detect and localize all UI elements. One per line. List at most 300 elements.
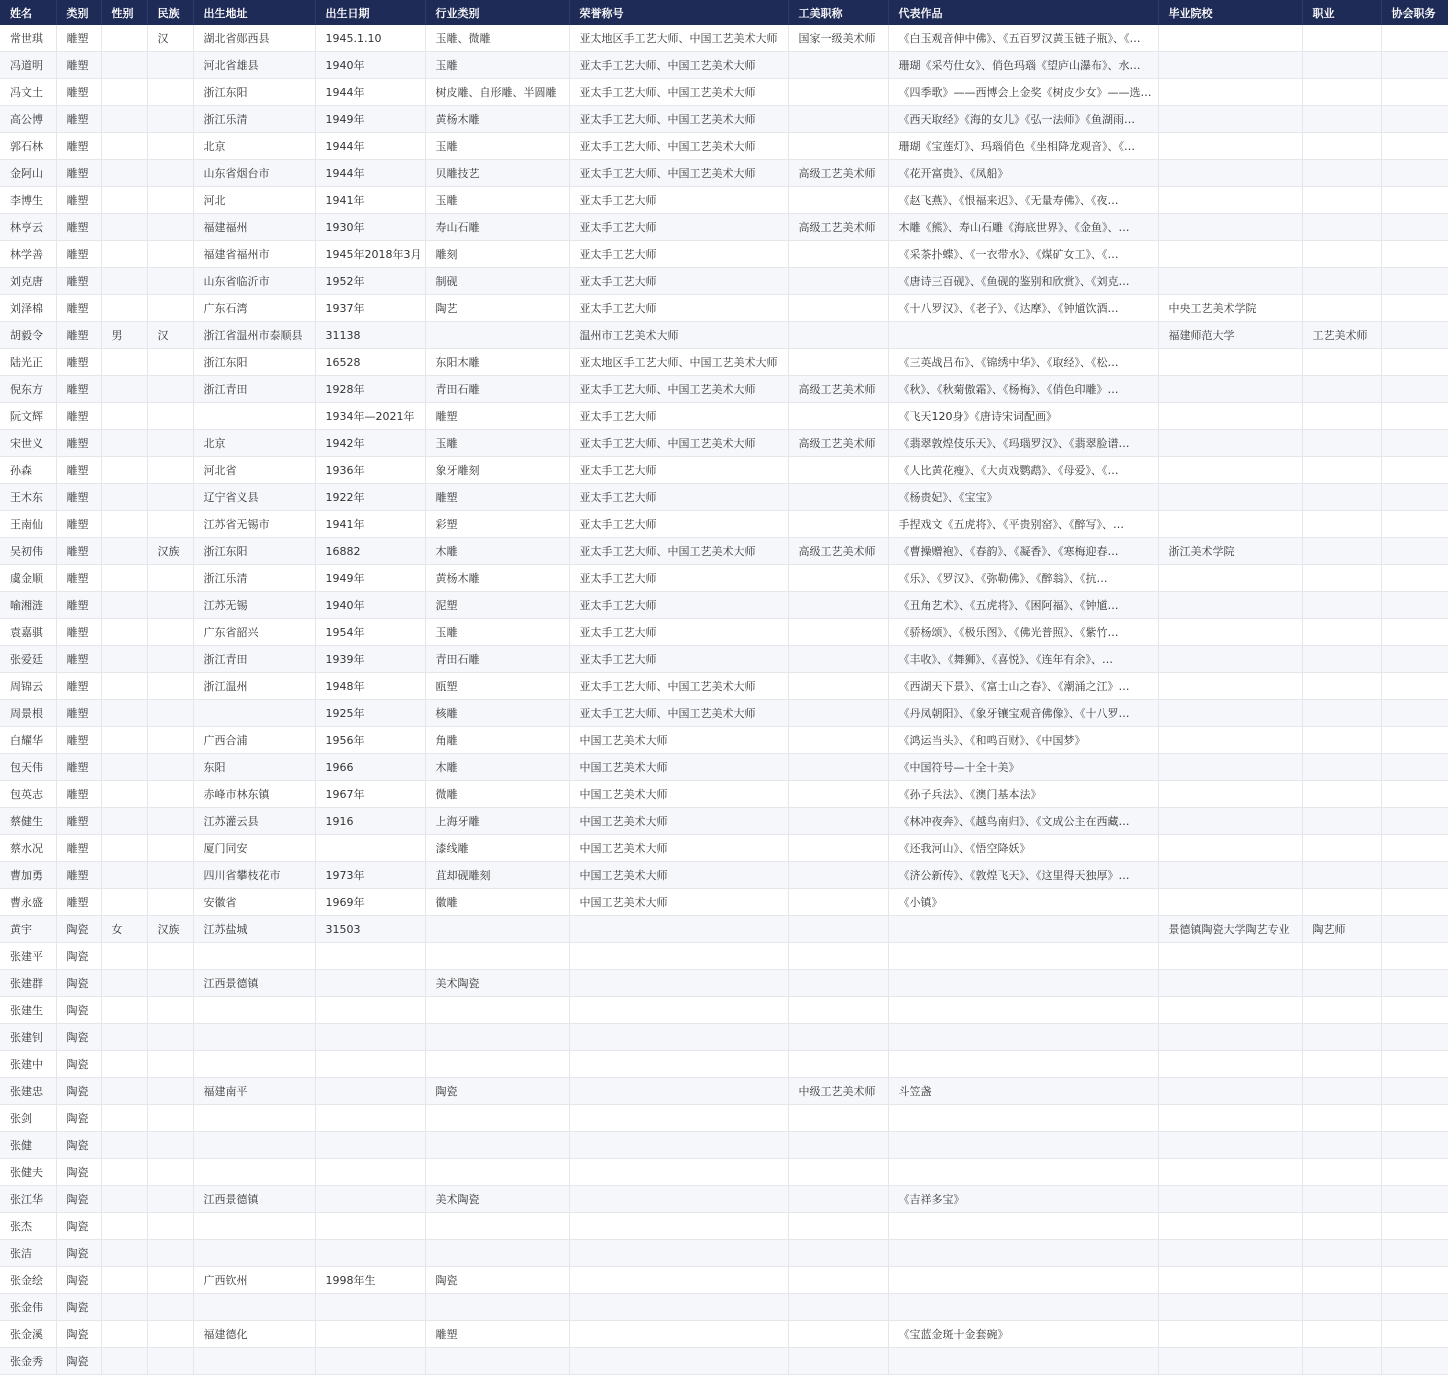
cell-school[interactable] bbox=[1158, 1348, 1302, 1375]
cell-association-role[interactable] bbox=[1381, 214, 1448, 241]
cell-birthplace[interactable]: 河北省 bbox=[193, 457, 315, 484]
cell-category[interactable]: 雕塑 bbox=[56, 187, 101, 214]
cell-association-role[interactable] bbox=[1381, 322, 1448, 349]
table-row[interactable] bbox=[0, 889, 1448, 916]
cell-occupation[interactable] bbox=[1302, 1267, 1381, 1294]
cell-works[interactable]: 《四季歌》——西博会上金奖《树皮少女》——选… bbox=[888, 79, 1158, 106]
cell-industry[interactable]: 象牙雕刻 bbox=[425, 457, 569, 484]
table-row[interactable] bbox=[0, 1051, 1448, 1078]
cell-occupation[interactable] bbox=[1302, 187, 1381, 214]
cell-association-role[interactable] bbox=[1381, 241, 1448, 268]
cell-works[interactable] bbox=[888, 1024, 1158, 1051]
cell-category[interactable]: 雕塑 bbox=[56, 511, 101, 538]
cell-school[interactable] bbox=[1158, 808, 1302, 835]
cell-gender[interactable] bbox=[101, 1267, 147, 1294]
table-row[interactable] bbox=[0, 916, 1448, 943]
cell-occupation[interactable] bbox=[1302, 133, 1381, 160]
cell-works[interactable] bbox=[888, 916, 1158, 943]
cell-ethnicity[interactable] bbox=[147, 511, 193, 538]
cell-category[interactable]: 雕塑 bbox=[56, 889, 101, 916]
column-header-industry[interactable]: 行业类别 bbox=[425, 0, 569, 25]
cell-works[interactable]: 《三英战吕布》、《锦绣中华》、《取经》、《松… bbox=[888, 349, 1158, 376]
cell-school[interactable] bbox=[1158, 1186, 1302, 1213]
cell-association-role[interactable] bbox=[1381, 700, 1448, 727]
cell-birth-date[interactable]: 1944年 bbox=[315, 79, 425, 106]
cell-works[interactable]: 珊瑚《宝莲灯》、玛瑙俏色《坐相降龙观音》、《… bbox=[888, 133, 1158, 160]
cell-honor-title[interactable]: 中国工艺美术大师 bbox=[569, 781, 788, 808]
cell-birth-date[interactable]: 1925年 bbox=[315, 700, 425, 727]
cell-occupation[interactable] bbox=[1302, 1186, 1381, 1213]
cell-ethnicity[interactable] bbox=[147, 1132, 193, 1159]
cell-birthplace[interactable]: 浙江温州 bbox=[193, 673, 315, 700]
cell-works[interactable] bbox=[888, 1213, 1158, 1240]
cell-industry[interactable]: 玉雕 bbox=[425, 133, 569, 160]
cell-works[interactable]: 木雕《熊》、寿山石雕《海底世界》、《金鱼》、… bbox=[888, 214, 1158, 241]
cell-school[interactable] bbox=[1158, 484, 1302, 511]
cell-honor-title[interactable]: 亚太手工艺大师、中国工艺美术大师 bbox=[569, 430, 788, 457]
cell-industry[interactable]: 陶艺 bbox=[425, 295, 569, 322]
cell-birthplace[interactable]: 辽宁省义县 bbox=[193, 484, 315, 511]
cell-birth-date[interactable]: 1930年 bbox=[315, 214, 425, 241]
cell-occupation[interactable] bbox=[1302, 511, 1381, 538]
cell-association-role[interactable] bbox=[1381, 943, 1448, 970]
cell-birth-date[interactable] bbox=[315, 970, 425, 997]
cell-association-role[interactable] bbox=[1381, 1159, 1448, 1186]
cell-honor-title[interactable]: 亚太手工艺大师、中国工艺美术大师 bbox=[569, 376, 788, 403]
cell-industry[interactable] bbox=[425, 1051, 569, 1078]
cell-name[interactable]: 张洁 bbox=[0, 1240, 56, 1267]
cell-birthplace[interactable]: 浙江省温州市泰顺县 bbox=[193, 322, 315, 349]
cell-name[interactable]: 阮文辉 bbox=[0, 403, 56, 430]
cell-gender[interactable] bbox=[101, 538, 147, 565]
cell-craft-title[interactable] bbox=[788, 727, 888, 754]
cell-school[interactable] bbox=[1158, 970, 1302, 997]
cell-association-role[interactable] bbox=[1381, 538, 1448, 565]
cell-name[interactable]: 蔡水况 bbox=[0, 835, 56, 862]
cell-industry[interactable]: 微雕 bbox=[425, 781, 569, 808]
cell-occupation[interactable] bbox=[1302, 592, 1381, 619]
cell-occupation[interactable] bbox=[1302, 943, 1381, 970]
table-row[interactable] bbox=[0, 52, 1448, 79]
cell-craft-title[interactable] bbox=[788, 322, 888, 349]
cell-craft-title[interactable] bbox=[788, 484, 888, 511]
cell-occupation[interactable] bbox=[1302, 646, 1381, 673]
table-row[interactable] bbox=[0, 1159, 1448, 1186]
cell-birth-date[interactable] bbox=[315, 1186, 425, 1213]
cell-works[interactable] bbox=[888, 997, 1158, 1024]
cell-industry[interactable]: 树皮雕、自形雕、半圆雕 bbox=[425, 79, 569, 106]
cell-association-role[interactable] bbox=[1381, 1186, 1448, 1213]
cell-birthplace[interactable]: 厦门同安 bbox=[193, 835, 315, 862]
cell-birth-date[interactable]: 1941年 bbox=[315, 511, 425, 538]
cell-birthplace[interactable]: 山东省烟台市 bbox=[193, 160, 315, 187]
cell-occupation[interactable] bbox=[1302, 52, 1381, 79]
table-row[interactable] bbox=[0, 997, 1448, 1024]
cell-school[interactable] bbox=[1158, 1159, 1302, 1186]
cell-ethnicity[interactable] bbox=[147, 700, 193, 727]
cell-gender[interactable] bbox=[101, 1321, 147, 1348]
cell-honor-title[interactable] bbox=[569, 997, 788, 1024]
cell-category[interactable]: 雕塑 bbox=[56, 700, 101, 727]
cell-association-role[interactable] bbox=[1381, 1132, 1448, 1159]
cell-industry[interactable] bbox=[425, 1213, 569, 1240]
table-row[interactable] bbox=[0, 1078, 1448, 1105]
cell-industry[interactable]: 泥塑 bbox=[425, 592, 569, 619]
cell-occupation[interactable] bbox=[1302, 1213, 1381, 1240]
cell-school[interactable] bbox=[1158, 511, 1302, 538]
cell-industry[interactable]: 苴却砚雕刻 bbox=[425, 862, 569, 889]
cell-gender[interactable] bbox=[101, 1051, 147, 1078]
cell-birthplace[interactable]: 江苏灌云县 bbox=[193, 808, 315, 835]
cell-birth-date[interactable]: 1940年 bbox=[315, 592, 425, 619]
cell-occupation[interactable]: 工艺美术师 bbox=[1302, 322, 1381, 349]
cell-ethnicity[interactable] bbox=[147, 79, 193, 106]
cell-birthplace[interactable] bbox=[193, 1105, 315, 1132]
cell-association-role[interactable] bbox=[1381, 133, 1448, 160]
cell-birth-date[interactable]: 16882 bbox=[315, 538, 425, 565]
cell-ethnicity[interactable] bbox=[147, 241, 193, 268]
cell-school[interactable] bbox=[1158, 430, 1302, 457]
cell-association-role[interactable] bbox=[1381, 592, 1448, 619]
cell-craft-title[interactable] bbox=[788, 1132, 888, 1159]
cell-occupation[interactable] bbox=[1302, 376, 1381, 403]
cell-school[interactable] bbox=[1158, 565, 1302, 592]
table-row[interactable] bbox=[0, 106, 1448, 133]
cell-craft-title[interactable] bbox=[788, 511, 888, 538]
cell-association-role[interactable] bbox=[1381, 646, 1448, 673]
cell-school[interactable] bbox=[1158, 1294, 1302, 1321]
cell-gender[interactable] bbox=[101, 808, 147, 835]
cell-honor-title[interactable]: 亚太手工艺大师 bbox=[569, 241, 788, 268]
cell-works[interactable]: 手捏戏文《五虎将》、《平贵别窑》、《醉写》、… bbox=[888, 511, 1158, 538]
cell-industry[interactable]: 木雕 bbox=[425, 538, 569, 565]
cell-category[interactable]: 雕塑 bbox=[56, 322, 101, 349]
cell-name[interactable]: 包英志 bbox=[0, 781, 56, 808]
table-row[interactable] bbox=[0, 673, 1448, 700]
cell-honor-title[interactable]: 亚太手工艺大师 bbox=[569, 565, 788, 592]
cell-name[interactable]: 张杰 bbox=[0, 1213, 56, 1240]
cell-association-role[interactable] bbox=[1381, 1024, 1448, 1051]
table-row[interactable] bbox=[0, 1213, 1448, 1240]
cell-honor-title[interactable] bbox=[569, 1294, 788, 1321]
cell-school[interactable] bbox=[1158, 241, 1302, 268]
cell-honor-title[interactable]: 亚太地区手工艺大师、中国工艺美术大师 bbox=[569, 25, 788, 52]
cell-ethnicity[interactable] bbox=[147, 1267, 193, 1294]
cell-birth-date[interactable]: 31138 bbox=[315, 322, 425, 349]
cell-occupation[interactable] bbox=[1302, 106, 1381, 133]
cell-craft-title[interactable] bbox=[788, 619, 888, 646]
cell-birthplace[interactable]: 河北 bbox=[193, 187, 315, 214]
table-row[interactable] bbox=[0, 160, 1448, 187]
cell-works[interactable] bbox=[888, 1240, 1158, 1267]
cell-works[interactable]: 《人比黄花瘦》、《大贞戏鹦鹉》、《母爱》、《… bbox=[888, 457, 1158, 484]
table-row[interactable] bbox=[0, 1294, 1448, 1321]
cell-occupation[interactable] bbox=[1302, 457, 1381, 484]
cell-gender[interactable] bbox=[101, 1348, 147, 1375]
cell-gender[interactable] bbox=[101, 376, 147, 403]
cell-occupation[interactable] bbox=[1302, 241, 1381, 268]
cell-birth-date[interactable] bbox=[315, 1105, 425, 1132]
cell-craft-title[interactable] bbox=[788, 268, 888, 295]
cell-industry[interactable]: 雕塑 bbox=[425, 1321, 569, 1348]
cell-birth-date[interactable]: 1998年生 bbox=[315, 1267, 425, 1294]
cell-birthplace[interactable] bbox=[193, 403, 315, 430]
cell-birthplace[interactable]: 江苏无锡 bbox=[193, 592, 315, 619]
cell-occupation[interactable] bbox=[1302, 295, 1381, 322]
cell-industry[interactable] bbox=[425, 1132, 569, 1159]
cell-birth-date[interactable]: 1916 bbox=[315, 808, 425, 835]
cell-school[interactable] bbox=[1158, 1051, 1302, 1078]
cell-works[interactable]: 《花开富贵》、《凤船》 bbox=[888, 160, 1158, 187]
cell-industry[interactable]: 瓯塑 bbox=[425, 673, 569, 700]
cell-birthplace[interactable] bbox=[193, 1294, 315, 1321]
cell-association-role[interactable] bbox=[1381, 808, 1448, 835]
table-row[interactable] bbox=[0, 700, 1448, 727]
cell-association-role[interactable] bbox=[1381, 1078, 1448, 1105]
cell-school[interactable] bbox=[1158, 52, 1302, 79]
cell-association-role[interactable] bbox=[1381, 430, 1448, 457]
cell-ethnicity[interactable] bbox=[147, 889, 193, 916]
cell-association-role[interactable] bbox=[1381, 1051, 1448, 1078]
cell-occupation[interactable] bbox=[1302, 754, 1381, 781]
cell-birth-date[interactable] bbox=[315, 1024, 425, 1051]
cell-works[interactable]: 《白玉观音伸中佛》、《五百罗汉黄玉链子瓶》、《… bbox=[888, 25, 1158, 52]
cell-craft-title[interactable] bbox=[788, 241, 888, 268]
cell-ethnicity[interactable] bbox=[147, 565, 193, 592]
cell-birth-date[interactable]: 1940年 bbox=[315, 52, 425, 79]
cell-school[interactable] bbox=[1158, 1213, 1302, 1240]
cell-honor-title[interactable]: 亚太手工艺大师、中国工艺美术大师 bbox=[569, 160, 788, 187]
cell-works[interactable]: 《飞天120身》《唐诗宋词配画》 bbox=[888, 403, 1158, 430]
column-header-occupation[interactable]: 职业 bbox=[1302, 0, 1381, 25]
column-header-school[interactable]: 毕业院校 bbox=[1158, 0, 1302, 25]
table-row[interactable] bbox=[0, 565, 1448, 592]
cell-birth-date[interactable]: 31503 bbox=[315, 916, 425, 943]
column-header-gender[interactable]: 性别 bbox=[101, 0, 147, 25]
cell-birthplace[interactable]: 浙江乐清 bbox=[193, 106, 315, 133]
cell-birth-date[interactable]: 1941年 bbox=[315, 187, 425, 214]
cell-gender[interactable] bbox=[101, 106, 147, 133]
cell-school[interactable]: 景德镇陶瓷大学陶艺专业 bbox=[1158, 916, 1302, 943]
table-row[interactable] bbox=[0, 295, 1448, 322]
cell-ethnicity[interactable] bbox=[147, 214, 193, 241]
cell-gender[interactable] bbox=[101, 673, 147, 700]
table-row[interactable] bbox=[0, 808, 1448, 835]
table-row[interactable] bbox=[0, 403, 1448, 430]
cell-birthplace[interactable]: 东阳 bbox=[193, 754, 315, 781]
cell-ethnicity[interactable] bbox=[147, 835, 193, 862]
cell-ethnicity[interactable]: 汉族 bbox=[147, 538, 193, 565]
cell-category[interactable]: 雕塑 bbox=[56, 673, 101, 700]
cell-gender[interactable] bbox=[101, 484, 147, 511]
cell-industry[interactable]: 青田石雕 bbox=[425, 646, 569, 673]
cell-name[interactable]: 虞金顺 bbox=[0, 565, 56, 592]
cell-industry[interactable] bbox=[425, 916, 569, 943]
table-row[interactable] bbox=[0, 1186, 1448, 1213]
cell-occupation[interactable] bbox=[1302, 835, 1381, 862]
cell-birth-date[interactable]: 1948年 bbox=[315, 673, 425, 700]
cell-occupation[interactable] bbox=[1302, 1024, 1381, 1051]
cell-category[interactable]: 陶瓷 bbox=[56, 1051, 101, 1078]
cell-category[interactable]: 陶瓷 bbox=[56, 997, 101, 1024]
cell-honor-title[interactable]: 亚太手工艺大师、中国工艺美术大师 bbox=[569, 52, 788, 79]
cell-ethnicity[interactable] bbox=[147, 52, 193, 79]
cell-occupation[interactable] bbox=[1302, 1348, 1381, 1375]
cell-birthplace[interactable]: 江西景德镇 bbox=[193, 1186, 315, 1213]
cell-birthplace[interactable]: 山东省临沂市 bbox=[193, 268, 315, 295]
cell-name[interactable]: 袁嘉骐 bbox=[0, 619, 56, 646]
cell-craft-title[interactable]: 高级工艺美术师 bbox=[788, 160, 888, 187]
cell-occupation[interactable] bbox=[1302, 700, 1381, 727]
cell-school[interactable]: 中央工艺美术学院 bbox=[1158, 295, 1302, 322]
cell-ethnicity[interactable]: 汉族 bbox=[147, 916, 193, 943]
cell-category[interactable]: 雕塑 bbox=[56, 592, 101, 619]
cell-industry[interactable] bbox=[425, 1348, 569, 1375]
table-row[interactable] bbox=[0, 1240, 1448, 1267]
cell-occupation[interactable] bbox=[1302, 997, 1381, 1024]
cell-works[interactable]: 《赵飞燕》、《恨福来迟》、《无量寿佛》、《夜… bbox=[888, 187, 1158, 214]
cell-industry[interactable]: 玉雕 bbox=[425, 187, 569, 214]
cell-birthplace[interactable]: 浙江青田 bbox=[193, 376, 315, 403]
cell-ethnicity[interactable] bbox=[147, 1078, 193, 1105]
cell-ethnicity[interactable] bbox=[147, 430, 193, 457]
cell-birth-date[interactable]: 1949年 bbox=[315, 106, 425, 133]
table-row[interactable] bbox=[0, 1105, 1448, 1132]
cell-craft-title[interactable] bbox=[788, 970, 888, 997]
cell-name[interactable]: 刘泽棉 bbox=[0, 295, 56, 322]
cell-craft-title[interactable]: 高级工艺美术师 bbox=[788, 430, 888, 457]
cell-craft-title[interactable]: 高级工艺美术师 bbox=[788, 376, 888, 403]
cell-gender[interactable] bbox=[101, 1159, 147, 1186]
cell-birthplace[interactable]: 河北省雄县 bbox=[193, 52, 315, 79]
cell-school[interactable] bbox=[1158, 1240, 1302, 1267]
cell-birthplace[interactable]: 四川省攀枝花市 bbox=[193, 862, 315, 889]
cell-category[interactable]: 雕塑 bbox=[56, 781, 101, 808]
cell-ethnicity[interactable] bbox=[147, 1159, 193, 1186]
cell-name[interactable]: 张建生 bbox=[0, 997, 56, 1024]
table-row[interactable] bbox=[0, 511, 1448, 538]
cell-gender[interactable] bbox=[101, 1105, 147, 1132]
cell-association-role[interactable] bbox=[1381, 997, 1448, 1024]
cell-industry[interactable]: 寿山石雕 bbox=[425, 214, 569, 241]
cell-name[interactable]: 包天伟 bbox=[0, 754, 56, 781]
cell-gender[interactable] bbox=[101, 619, 147, 646]
column-header-association-role[interactable]: 协会职务 bbox=[1381, 0, 1448, 25]
cell-honor-title[interactable]: 中国工艺美术大师 bbox=[569, 727, 788, 754]
cell-honor-title[interactable]: 亚太手工艺大师 bbox=[569, 592, 788, 619]
cell-association-role[interactable] bbox=[1381, 1267, 1448, 1294]
cell-honor-title[interactable]: 亚太手工艺大师 bbox=[569, 646, 788, 673]
cell-gender[interactable] bbox=[101, 700, 147, 727]
cell-gender[interactable] bbox=[101, 403, 147, 430]
cell-industry[interactable]: 玉雕 bbox=[425, 52, 569, 79]
table-row[interactable] bbox=[0, 727, 1448, 754]
cell-category[interactable]: 陶瓷 bbox=[56, 1186, 101, 1213]
cell-gender[interactable] bbox=[101, 52, 147, 79]
cell-school[interactable] bbox=[1158, 862, 1302, 889]
cell-birth-date[interactable] bbox=[315, 1348, 425, 1375]
cell-gender[interactable] bbox=[101, 727, 147, 754]
cell-category[interactable]: 雕塑 bbox=[56, 349, 101, 376]
cell-association-role[interactable] bbox=[1381, 835, 1448, 862]
cell-category[interactable]: 陶瓷 bbox=[56, 1132, 101, 1159]
cell-honor-title[interactable] bbox=[569, 1132, 788, 1159]
cell-industry[interactable] bbox=[425, 1024, 569, 1051]
cell-honor-title[interactable] bbox=[569, 970, 788, 997]
cell-occupation[interactable] bbox=[1302, 1105, 1381, 1132]
cell-works[interactable] bbox=[888, 322, 1158, 349]
cell-gender[interactable] bbox=[101, 1132, 147, 1159]
cell-industry[interactable]: 角雕 bbox=[425, 727, 569, 754]
table-row[interactable] bbox=[0, 781, 1448, 808]
cell-name[interactable]: 李博生 bbox=[0, 187, 56, 214]
cell-name[interactable]: 冯道明 bbox=[0, 52, 56, 79]
cell-honor-title[interactable]: 亚太手工艺大师、中国工艺美术大师 bbox=[569, 700, 788, 727]
cell-honor-title[interactable] bbox=[569, 1240, 788, 1267]
table-row[interactable] bbox=[0, 79, 1448, 106]
cell-name[interactable]: 林学善 bbox=[0, 241, 56, 268]
cell-works[interactable]: 《丰收》、《舞狮》、《喜悦》、《连年有余》、… bbox=[888, 646, 1158, 673]
cell-birth-date[interactable]: 1966 bbox=[315, 754, 425, 781]
cell-occupation[interactable] bbox=[1302, 1294, 1381, 1321]
cell-birth-date[interactable]: 1928年 bbox=[315, 376, 425, 403]
cell-ethnicity[interactable] bbox=[147, 1321, 193, 1348]
cell-association-role[interactable] bbox=[1381, 1294, 1448, 1321]
cell-name[interactable]: 倪东方 bbox=[0, 376, 56, 403]
cell-occupation[interactable] bbox=[1302, 214, 1381, 241]
cell-ethnicity[interactable] bbox=[147, 403, 193, 430]
cell-birthplace[interactable] bbox=[193, 1051, 315, 1078]
cell-works[interactable] bbox=[888, 1348, 1158, 1375]
cell-birth-date[interactable] bbox=[315, 1132, 425, 1159]
cell-category[interactable]: 雕塑 bbox=[56, 403, 101, 430]
cell-craft-title[interactable] bbox=[788, 943, 888, 970]
cell-association-role[interactable] bbox=[1381, 970, 1448, 997]
cell-birth-date[interactable]: 1945年2018年3月 bbox=[315, 241, 425, 268]
cell-association-role[interactable] bbox=[1381, 25, 1448, 52]
cell-association-role[interactable] bbox=[1381, 349, 1448, 376]
cell-birthplace[interactable]: 福建南平 bbox=[193, 1078, 315, 1105]
cell-works[interactable]: 《济公新传》、《敦煌飞天》、《这里得天独厚》… bbox=[888, 862, 1158, 889]
cell-craft-title[interactable] bbox=[788, 673, 888, 700]
cell-honor-title[interactable]: 中国工艺美术大师 bbox=[569, 889, 788, 916]
cell-gender[interactable]: 女 bbox=[101, 916, 147, 943]
cell-birth-date[interactable]: 1952年 bbox=[315, 268, 425, 295]
cell-school[interactable] bbox=[1158, 592, 1302, 619]
cell-school[interactable] bbox=[1158, 268, 1302, 295]
cell-birth-date[interactable]: 1949年 bbox=[315, 565, 425, 592]
cell-craft-title[interactable] bbox=[788, 295, 888, 322]
cell-honor-title[interactable] bbox=[569, 1321, 788, 1348]
cell-school[interactable] bbox=[1158, 646, 1302, 673]
cell-birthplace[interactable] bbox=[193, 943, 315, 970]
cell-honor-title[interactable]: 亚太手工艺大师 bbox=[569, 484, 788, 511]
cell-ethnicity[interactable] bbox=[147, 484, 193, 511]
cell-industry[interactable]: 黄杨木雕 bbox=[425, 106, 569, 133]
cell-birth-date[interactable]: 1934年—2021年 bbox=[315, 403, 425, 430]
cell-gender[interactable] bbox=[101, 430, 147, 457]
cell-birthplace[interactable]: 福建福州 bbox=[193, 214, 315, 241]
cell-industry[interactable]: 木雕 bbox=[425, 754, 569, 781]
cell-occupation[interactable] bbox=[1302, 970, 1381, 997]
cell-craft-title[interactable] bbox=[788, 403, 888, 430]
cell-craft-title[interactable] bbox=[788, 592, 888, 619]
cell-honor-title[interactable]: 温州市工艺美术大师 bbox=[569, 322, 788, 349]
cell-birthplace[interactable] bbox=[193, 700, 315, 727]
cell-gender[interactable] bbox=[101, 970, 147, 997]
cell-birth-date[interactable] bbox=[315, 1240, 425, 1267]
cell-ethnicity[interactable] bbox=[147, 106, 193, 133]
